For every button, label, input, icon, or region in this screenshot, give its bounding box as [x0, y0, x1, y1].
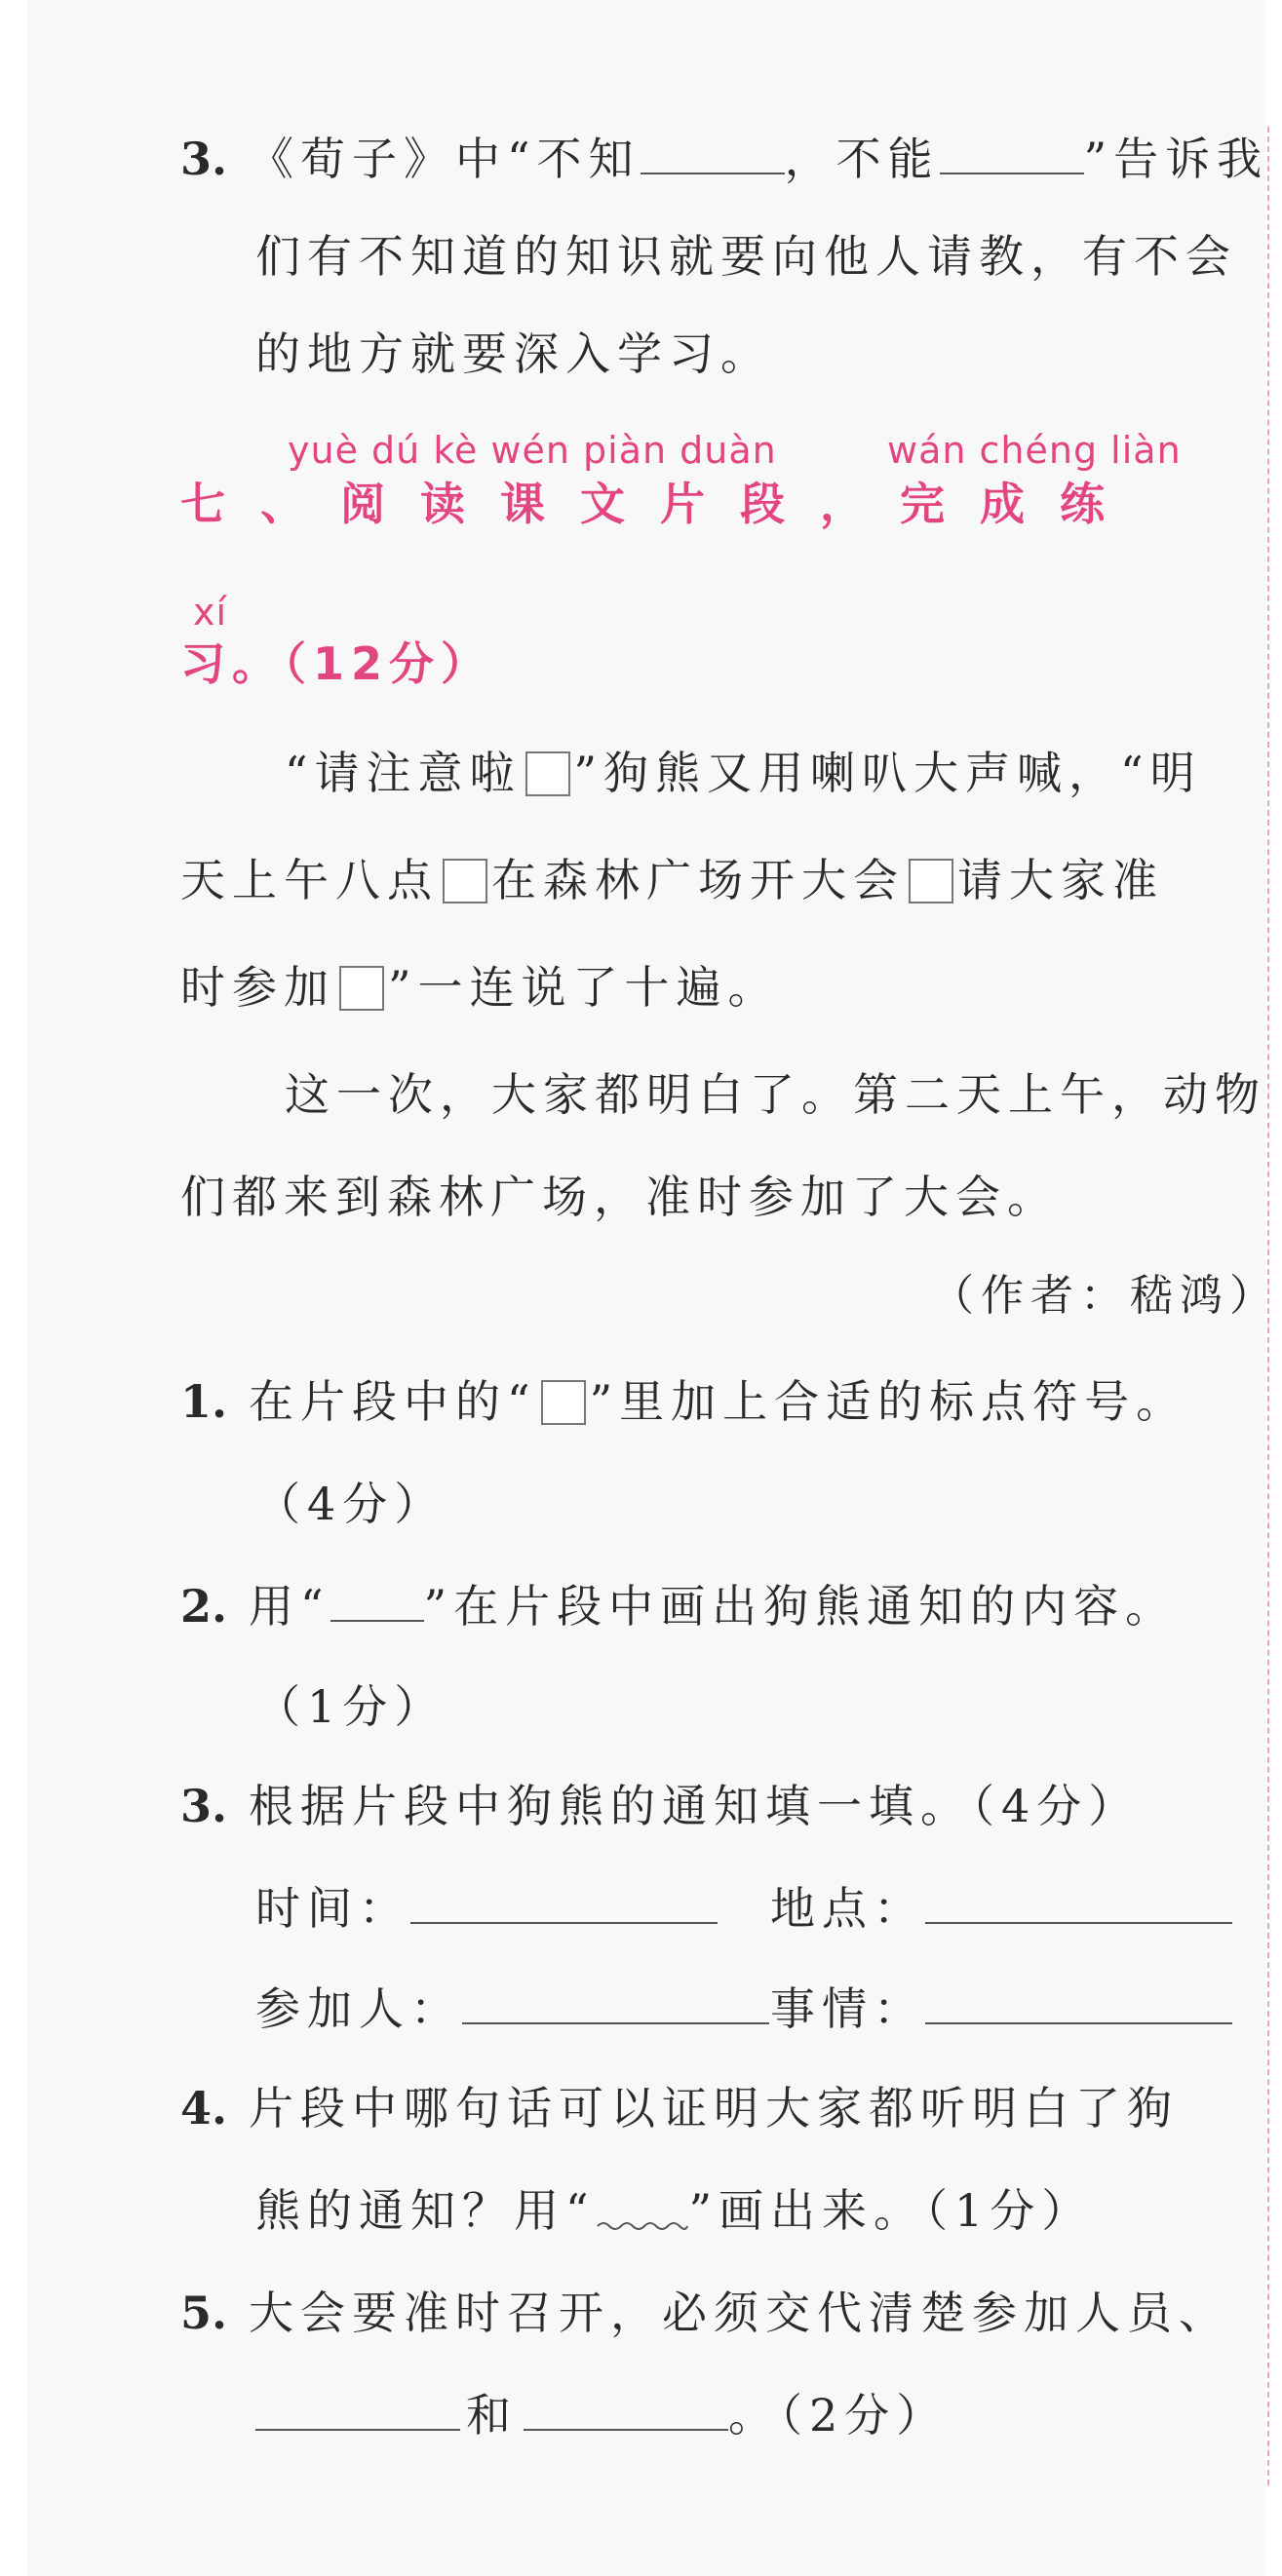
- q1-number: 1.: [180, 1375, 228, 1428]
- q4-text: 片段中哪句话可以证明大家都听明白了狗: [249, 2082, 1180, 2134]
- section-heading-line2: 习。（12分）: [180, 637, 493, 690]
- prev-q3-blank-2[interactable]: [940, 172, 1084, 174]
- section-heading-line1: 七、阅读课文片段，完成练: [180, 478, 1140, 530]
- q4-number: 4.: [180, 2082, 228, 2134]
- q5-score: 。（2分）: [728, 2389, 949, 2441]
- q5-blank-1[interactable]: [255, 2428, 460, 2431]
- passage-line4: 这一次，大家都明白了。第二天上午，动物: [285, 1068, 1266, 1121]
- wavy-underline-sample: [596, 2218, 689, 2232]
- prev-q3-text-b: ，不能: [784, 133, 940, 185]
- q1-box-sample: [541, 1380, 586, 1425]
- prev-q3-line3: 的地方就要深入学习。: [255, 327, 772, 380]
- prev-q3-line2: 们有不知道的知识就要向他人请教，有不会: [255, 230, 1237, 283]
- q2-text-b: ”在片段中画出狗熊通知的内容。: [423, 1580, 1178, 1633]
- q3-place-row: [770, 1882, 1232, 1935]
- passage-line5: 们都来到森林广场，准时参加了大会。: [180, 1171, 1059, 1223]
- section-pinyin-1: yuè dú kè wén piàn duàn: [288, 429, 777, 472]
- prev-q3-number: 3.: [180, 133, 228, 185]
- passage-text-2a: 天上午八点: [180, 854, 439, 906]
- q2-text-a: 用“: [249, 1580, 330, 1633]
- q2-score: （1分）: [255, 1680, 447, 1733]
- passage-text-3a: 时参加: [180, 961, 335, 1014]
- punctuation-box-4[interactable]: [339, 966, 384, 1011]
- q5-blank-2[interactable]: [524, 2428, 728, 2431]
- punctuation-box-1[interactable]: [525, 751, 570, 796]
- q3-event-label: 事情：: [770, 1982, 925, 2035]
- section-pinyin-2: wán chéng liàn: [887, 429, 1182, 472]
- q3-time-row: [255, 1882, 718, 1935]
- prev-q3-line1: [180, 133, 1269, 185]
- q3-place-label: 地点：: [770, 1882, 925, 1935]
- q5-line2: [255, 2389, 949, 2441]
- q2-underline-sample: [330, 1619, 424, 1622]
- q3-time-label: 时间：: [255, 1882, 410, 1935]
- passage-text-1b: ”狗熊又用喇叭大声喊，“明: [573, 747, 1202, 799]
- prev-q3-blank-1[interactable]: [641, 172, 785, 174]
- passage-text-3b: ”一连说了十遍。: [388, 961, 780, 1014]
- q4-line2: [255, 2184, 1094, 2237]
- q1-line1: [180, 1375, 1188, 1428]
- q3-text: 根据片段中狗熊的通知填一填。（4分）: [249, 1780, 1141, 1832]
- q2-number: 2.: [180, 1580, 228, 1633]
- q3-time-blank[interactable]: [410, 1921, 718, 1924]
- q1-score: （4分）: [255, 1478, 447, 1530]
- q3-people-blank[interactable]: [462, 2021, 769, 2024]
- prev-q3-text-a: 《荀子》中“不知: [249, 133, 641, 185]
- q5-line1: [180, 2287, 1231, 2339]
- q5-number: 5.: [180, 2287, 228, 2339]
- passage-line2: [180, 854, 1164, 906]
- q3-people-row: [255, 1982, 769, 2035]
- passage-line3: [180, 961, 780, 1014]
- q1-text-b: ”里加上合适的标点符号。: [589, 1375, 1188, 1428]
- q3-people-label: 参加人：: [255, 1982, 462, 2035]
- q1-text-a: 在片段中的“: [249, 1375, 537, 1428]
- q2-line1: [180, 1580, 1178, 1633]
- passage-author: （作者：嵇鸿）: [931, 1271, 1279, 1321]
- q4-text-a: 熊的通知？用“: [255, 2184, 596, 2237]
- passage-text-2b: 在森林广场开大会: [491, 854, 905, 906]
- q3-event-blank[interactable]: [925, 2021, 1232, 2024]
- prev-q3-text-c: ”告诉我: [1083, 133, 1269, 185]
- q5-and: 和: [466, 2389, 518, 2441]
- q3-place-blank[interactable]: [925, 1921, 1232, 1924]
- q5-text: 大会要准时召开，必须交代清楚参加人员、: [249, 2287, 1231, 2339]
- punctuation-box-3[interactable]: [909, 859, 953, 904]
- q3-event-row: [770, 1982, 1232, 2035]
- q3-line1: [180, 1780, 1141, 1832]
- q3-number: 3.: [180, 1780, 228, 1832]
- passage-text-1a: “请注意啦: [285, 747, 522, 799]
- passage-text-2c: 请大家准: [957, 854, 1164, 906]
- q4-line1: [180, 2082, 1180, 2134]
- passage-line1: [285, 747, 1202, 799]
- section-pinyin-3: xí: [193, 591, 228, 634]
- q4-text-b: ”画出来。（1分）: [688, 2184, 1094, 2237]
- punctuation-box-2[interactable]: [443, 859, 487, 904]
